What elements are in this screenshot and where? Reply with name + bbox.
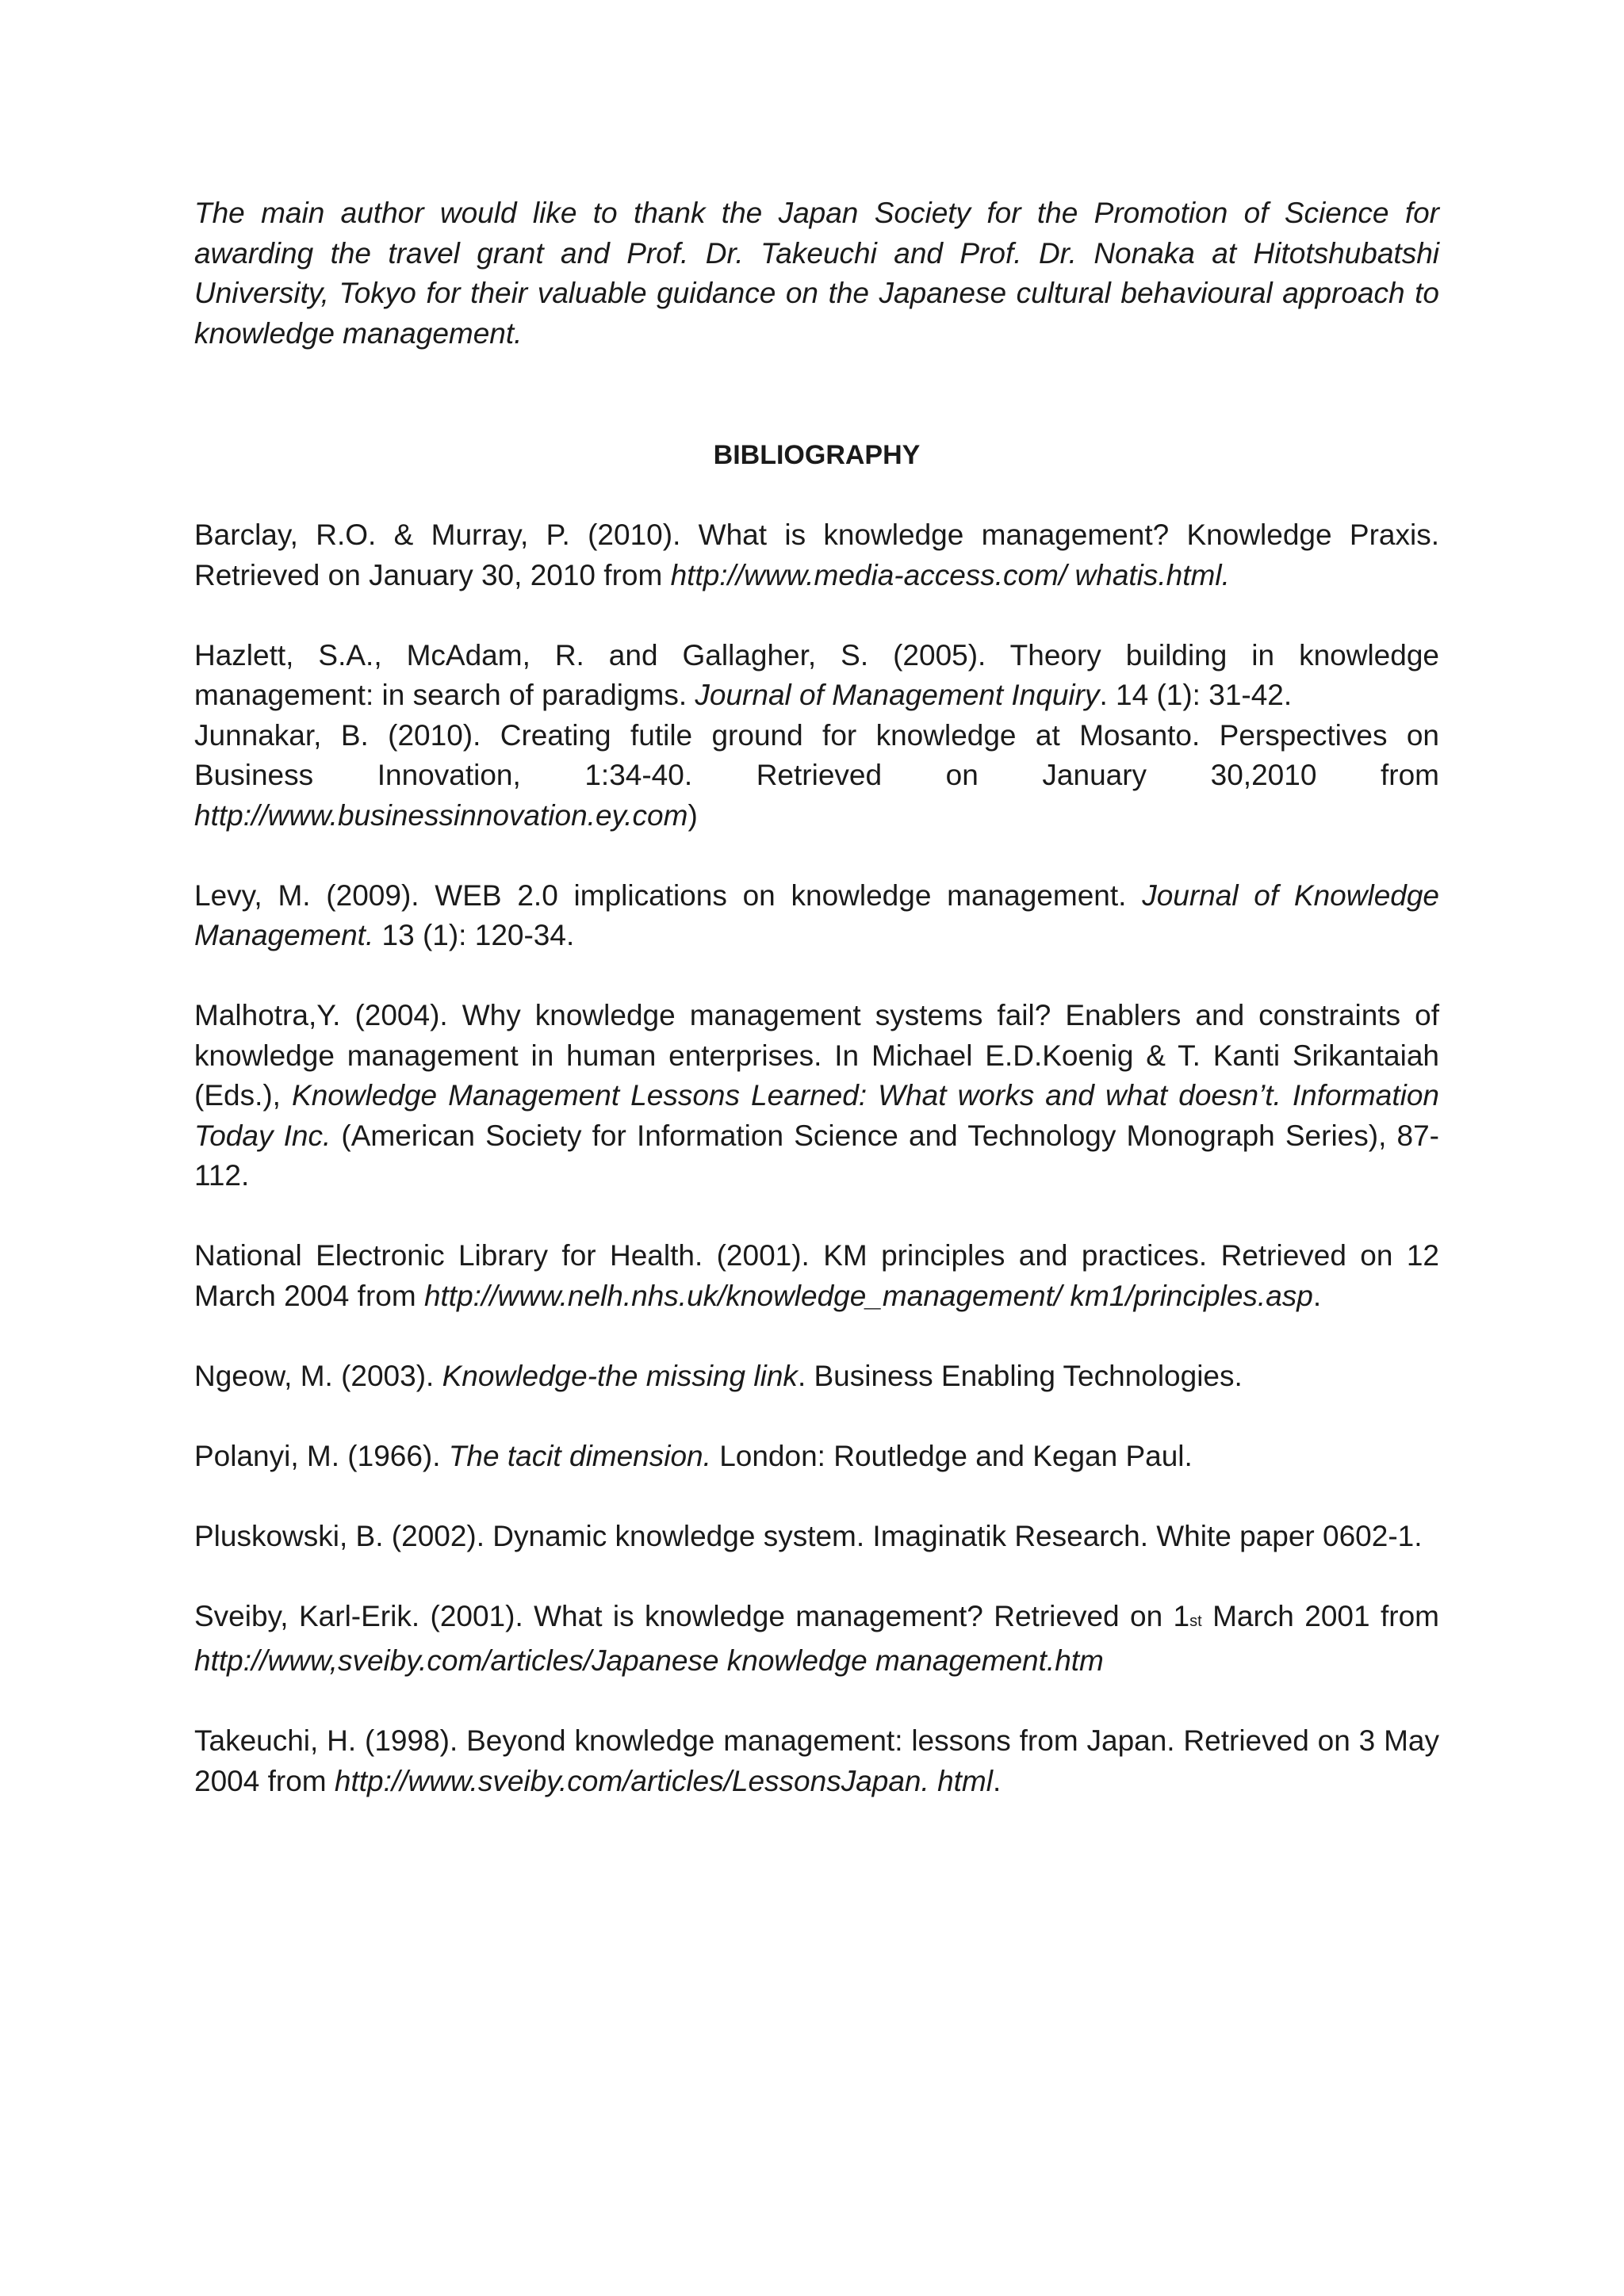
reference-url: http://www.media-access.com/ whatis.html. [670,558,1230,591]
reference-text: Levy, M. (2009). WEB 2.0 implications on knowledge management. [194,878,1143,912]
document-page [194,0,1439,2296]
acknowledgement-paragraph: The main author would like to thank the Japan Society for the Promotion of Science for awarding the travel grant and Prof. Dr. Takeuchi and Prof. Dr. Nonaka at Hitotshubatshi University, Tokyo for their valuable guidance on the Japanese cultural behavioural approach to knowledge management. [194,197,1439,350]
reference-text: Takeuchi, H. (1998). Beyond knowledge management: lessons from Japan. Retrieved on 3 May 2004 from [194,1724,1439,1797]
reference-text: . Business Enabling Technologies. [797,1359,1243,1392]
reference-barclay [194,515,1439,595]
reference-junnakar [194,716,1439,836]
reference-levy [194,876,1439,956]
reference-url: http://www.businessinnovation.ey.com [194,798,688,832]
reference-text: Pluskowski, B. (2002). Dynamic knowledge system. Imaginatik Research. White paper 0602-1. [194,1519,1423,1552]
reference-text: 13 (1): 120-34. [373,919,575,951]
reference-text: March 2001 from [1201,1599,1439,1632]
reference-text: Barclay, R.O. & Murray, P. (2010). What is knowledge management? Knowledge Praxis. Retrieved on January 30, 2010 from [194,519,1439,591]
reference-book-title: The tacit dimension. [448,1439,711,1472]
reference-text: Polanyi, M. (1966). [194,1439,449,1472]
reference-text: Junnakar, B. (2010). Creating futile ground for knowledge at Mosanto. Perspectives on Business Innovation, 1:34-40. Retrieved on January 30,2010 from [194,718,1439,791]
reference-ngeow [194,1357,1439,1397]
reference-text: Sveiby, Karl-Erik. (2001). What is knowledge management? Retrieved on 1 [194,1599,1190,1632]
reference-text: . 14 (1): 31-42. [1099,679,1293,711]
reference-pluskowski [194,1517,1439,1557]
reference-text: ) [688,798,698,832]
reference-text: Malhotra,Y. (2004). Why knowledge management systems fail? Enablers and constraints of knowledge management in human enterprises. In Michael E.D.Koenig & T. Kanti Srikantaiah (Eds.), [194,999,1439,1112]
reference-polanyi [194,1437,1439,1477]
reference-list [194,515,1439,1801]
reference-text: National Electronic Library for Health. (2001). KM principles and practices. Retrieved on 12 March 2004 from [194,1239,1439,1312]
reference-book-title: Knowledge Management Lessons Learned: What works and what doesn’t. Information Today Inc. [194,1079,1439,1152]
reference-text: London: Routledge and Kegan Paul. [710,1439,1193,1472]
reference-journal: Journal of Management Inquiry [695,679,1100,711]
reference-url: http://www,sveiby.com/articles/Japanese knowledge management.htm [194,1644,1104,1677]
reference-text: . [1312,1279,1322,1312]
reference-book-title: Knowledge-the missing link [442,1359,798,1392]
bibliography-heading: BIBLIOGRAPHY [713,440,921,470]
reference-url: http://www.sveiby.com/articles/LessonsJapan. html [334,1764,993,1797]
ordinal-suffix: st [1189,1612,1202,1630]
reference-takeuchi [194,1721,1439,1801]
reference-text: (American Society for Information Science and Technology Monograph Series), 87-112. [194,1119,1439,1192]
reference-hazlett [194,636,1439,716]
reference-url: http://www.nelh.nhs.uk/knowledge_management/ km1/principles.asp [423,1279,1313,1312]
reference-text: Hazlett, S.A., McAdam, R. and Gallagher, S. (2005). Theory building in knowledge management: in search of paradigms. [194,638,1439,711]
reference-sveiby [194,1597,1439,1682]
reference-malhotra [194,996,1439,1196]
reference-journal: Journal of Knowledge Management. [194,878,1440,951]
reference-nelh [194,1236,1439,1316]
reference-text: Ngeow, M. (2003). [194,1359,442,1392]
reference-text: . [992,1764,1002,1797]
